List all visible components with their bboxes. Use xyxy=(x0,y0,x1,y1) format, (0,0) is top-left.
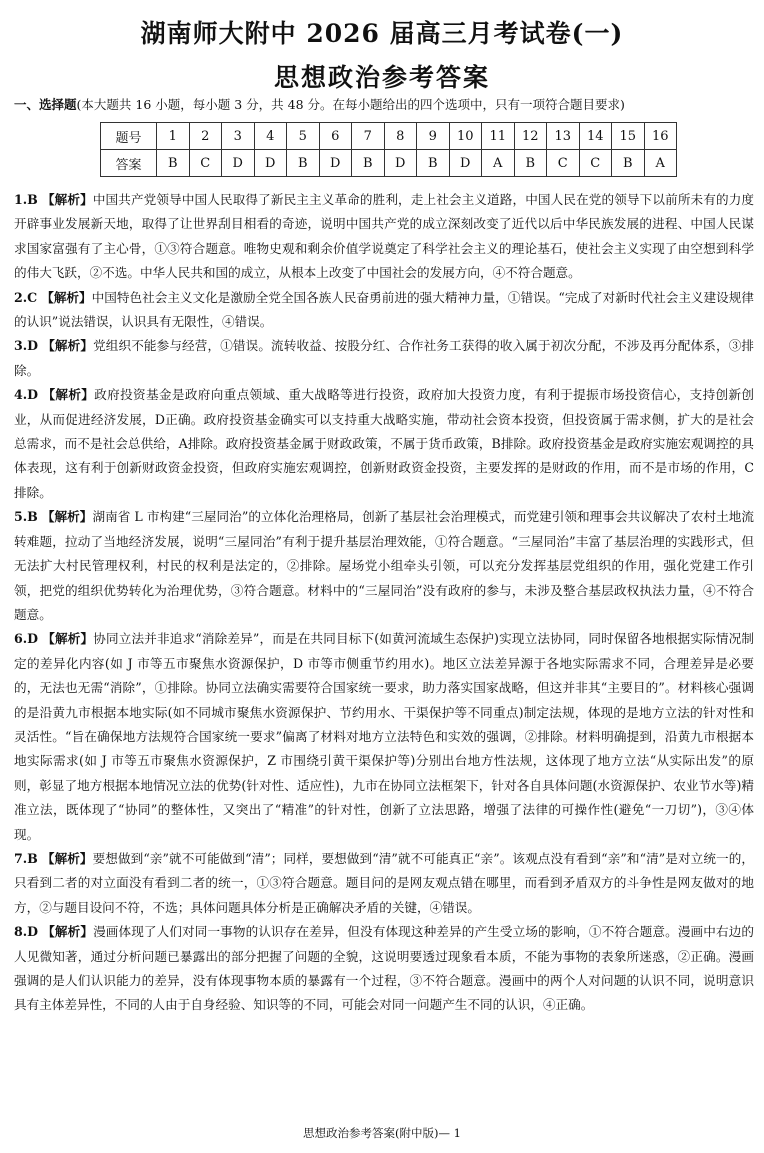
item-answer: 1.B xyxy=(14,192,38,207)
answer-cell: B xyxy=(514,150,547,177)
item-answer: 8.D xyxy=(14,924,39,940)
analysis-tag: 【解析】 xyxy=(41,509,93,525)
analysis-tag: 【解析】 xyxy=(42,924,94,940)
explanation-item xyxy=(14,334,754,383)
question-number: 4 xyxy=(254,123,287,150)
item-text: 政府投资基金是政府向重点领域、重大战略等进行投资，政府加大投资力度，有利于提振市场投资信心，支持创新创业，从而促进经济发展，D正确。政府投资基金确实可以支持重大战略实施，带动社会资本投资，但投资属于需求侧，扩大的是社会总需求，而不是社会总供给，A排除。政府投资基金属于财政政策，不属于货币政策，B排除。政府投资基金是政府实施宏观调控的具体表现，这有利于创新财政资金投资，但政府实施宏观调控，创新财政资金投资，主要发挥的是财政的作用，而不是市场的作用，C排除。 xyxy=(14,387,755,500)
answer-cell: A xyxy=(644,150,677,177)
answer-cell: A xyxy=(482,150,515,177)
answer-cell: C xyxy=(547,150,580,177)
analysis-tag: 【解析】 xyxy=(42,387,95,403)
page-footer: 思想政治参考答案(附中版)— 1 xyxy=(303,1126,461,1140)
section-title: 一、选择题 xyxy=(14,97,77,112)
item-answer: 3.D xyxy=(14,338,39,354)
answer-subtitle: 思想政治参考答案 xyxy=(273,63,490,92)
question-number: 8 xyxy=(384,123,417,150)
item-answer: 4.D xyxy=(14,387,39,403)
answer-cell: B xyxy=(352,150,385,177)
row-label-question: 题号 xyxy=(101,123,157,150)
item-text: 中国共产党领导中国人民取得了新民主主义革命的胜利，走上社会主义道路，中国人民在党的领导下以前所未有的力度开辟事业发展新天地，取得了让世界刮目相看的奇迹，说明中国共产党的成立深刻改变了近代以后中华民族发展的进程、中国人民谋求国家富强有了主心骨，①③符合题意。唯物史观和剩余价值学说奠定了科学社会主义的理论基石，使社会主义实现了由空想到科学的伟大飞跃，②不选。中华人民共和国的成立，从根本上改变了中国社会的发展方向，④不符合题意。 xyxy=(14,192,755,281)
answer-cell: D xyxy=(449,150,482,177)
section-note: (本大题共 16 小题，每小题 3 分，共 48 分。在每小题给出的四个选项中，只有一项符合题目要求) xyxy=(76,97,625,112)
answer-cell: D xyxy=(319,150,352,177)
analysis-tag: 【解析】 xyxy=(42,338,94,354)
explanation-item xyxy=(14,188,754,286)
item-answer: 2.C xyxy=(14,289,38,305)
question-number: 7 xyxy=(352,123,385,150)
item-text: 党组织不能参与经营，①错误。流转收益、按股分红、合作社务工获得的收入属于初次分配，不涉及再分配体系，③排除。 xyxy=(14,338,754,378)
answer-cell: D xyxy=(222,150,255,177)
explanation-item xyxy=(14,505,754,627)
explanation-item xyxy=(14,627,754,847)
answer-cell: C xyxy=(189,150,222,177)
question-number: 14 xyxy=(579,123,612,150)
question-number-row xyxy=(101,123,677,150)
item-text: 中国特色社会主义文化是激励全党全国各族人民奋勇前进的强大精神力量，①错误。“完成了对新时代社会主义建设规律的认识”说法错误，认识具有无限性，④错误。 xyxy=(14,289,754,330)
explanation-item xyxy=(14,847,754,920)
answer-table xyxy=(100,122,677,177)
question-number: 11 xyxy=(482,123,515,150)
analysis-tag: 【解析】 xyxy=(41,192,93,207)
question-number: 2 xyxy=(189,123,222,150)
section-heading xyxy=(14,95,754,113)
item-text: 要想做到“亲”就不可能做到“清”；同样，要想做到“清”就不可能真正“亲”。该观点没有看到“亲”和“清”是对立统一的，只看到二者的对立面没有看到二者的统一，①③符合题意。题目问的是网友观点错在哪里，而看到矛盾双方的斗争性是网友做对的地方，②与题目设问不符，不选；具体问题具体分析是正确解决矛盾的关键，④错误。 xyxy=(14,850,754,915)
item-text: 协同立法并非追求“消除差异”，而是在共同目标下(如黄河流域生态保护)实现立法协同，同时保留各地根据实际情况制定的差异化内容(如 J 市等五市聚焦水资源保护，D 市等市侧重节约用水)。地区立法差异源于各地实际需求不同，合理差异是必要的，无法也无需“消除”，①排除。协同立法确实需要符合国家统一要求，助力落实国家战略，但这并非其“主要目的”。材料核心强调的是沿黄九市根据本地实际(如不同城市聚焦水资源保护、节约用水、干渠保护等不同重点)制定法规，体现的是地方立法的针对性和灵活性。“旨在确保地方法规符合国家统一要求”偏离了材料对地方立法特色和实效的强调，②排除。材料明确提到，沿黄九市根据本地实际需求(如 J 市等五市聚焦水资源保护，Z 市围绕引黄干渠保护等)分别出台地方性法规，这体现了地方立法“从实际出发”的原则，彰显了地方根据本地情况立法的优势(针对性、适应性)，九市在协同立法框架下，针对各自具体问题(水资源保护、农业节水等)精准立法，既体现了“协同”的整体性，又突出了“精准”的针对性，创新了立法思路，增强了法律的可操作性(避免“一刀切”)，③④体现。 xyxy=(14,631,754,842)
row-label-answer: 答案 xyxy=(101,150,157,177)
question-number: 16 xyxy=(644,123,677,150)
question-number: 6 xyxy=(319,123,352,150)
analysis-tag: 【解析】 xyxy=(42,631,94,647)
question-number: 13 xyxy=(547,123,580,150)
question-number: 3 xyxy=(222,123,255,150)
answer-cell: C xyxy=(579,150,612,177)
item-text: 湖南省 L 市构建“三屋同治”的立体化治理格局，创新了基层社会治理模式，而党建引领和理事会共议解决了农村土地流转难题，拉动了当地经济发展，说明“三屋同治”有利于提升基层治理效能，①符合题意。“三屋同治”丰富了基层治理的实践形式，但无法扩大村民管理权利，村民的权利是法定的，②排除。屋场党小组牵头引领，可以充分发挥基层党组织的作用，强化党建工作引领，把党的组织优势转化为治理优势，③符合题意。材料中的“三屋同治”没有政府的参与，未涉及整合基层政权执法力量，④不符合题意。 xyxy=(14,509,754,622)
answer-cell: B xyxy=(612,150,645,177)
explanation-item xyxy=(14,920,754,1018)
item-answer: 6.D xyxy=(14,631,39,647)
exam-title: 湖南师大附中 2026 届高三月考试卷(一) xyxy=(140,19,624,48)
question-number: 12 xyxy=(514,123,547,150)
analysis-tag: 【解析】 xyxy=(41,850,93,866)
answer-cell: B xyxy=(417,150,450,177)
item-text: 漫画体现了人们对同一事物的认识存在差异，但没有体现这种差异的产生受立场的影响，①不符合题意。漫画中右边的人见微知著，通过分析问题已暴露出的部分把握了问题的全貌，这说明要透过现象看本质，不能为事物的表象所迷惑，②正确。漫画强调的是人们认识能力的差异，没有体现事物本质的暴露有一个过程，③不符合题意。漫画中的两个人对问题的认识不同，说明意识具有主体差异性，不同的人由于自身经验、知识等的不同，可能会对同一问题产生不同的认识，④正确。 xyxy=(14,924,754,1013)
question-number: 9 xyxy=(417,123,450,150)
answer-row xyxy=(101,150,677,177)
answer-cell: B xyxy=(287,150,320,177)
question-number: 15 xyxy=(612,123,645,150)
answer-cell: D xyxy=(254,150,287,177)
item-answer: 5.B xyxy=(14,509,38,525)
item-answer: 7.B xyxy=(14,850,38,866)
analysis-tag: 【解析】 xyxy=(41,289,92,305)
question-number: 10 xyxy=(449,123,482,150)
question-number: 5 xyxy=(287,123,320,150)
answer-cell: D xyxy=(384,150,417,177)
explanation-item xyxy=(14,286,754,335)
explanations xyxy=(14,188,754,1018)
answer-cell: B xyxy=(157,150,190,177)
explanation-item xyxy=(14,383,754,505)
question-number: 1 xyxy=(157,123,190,150)
